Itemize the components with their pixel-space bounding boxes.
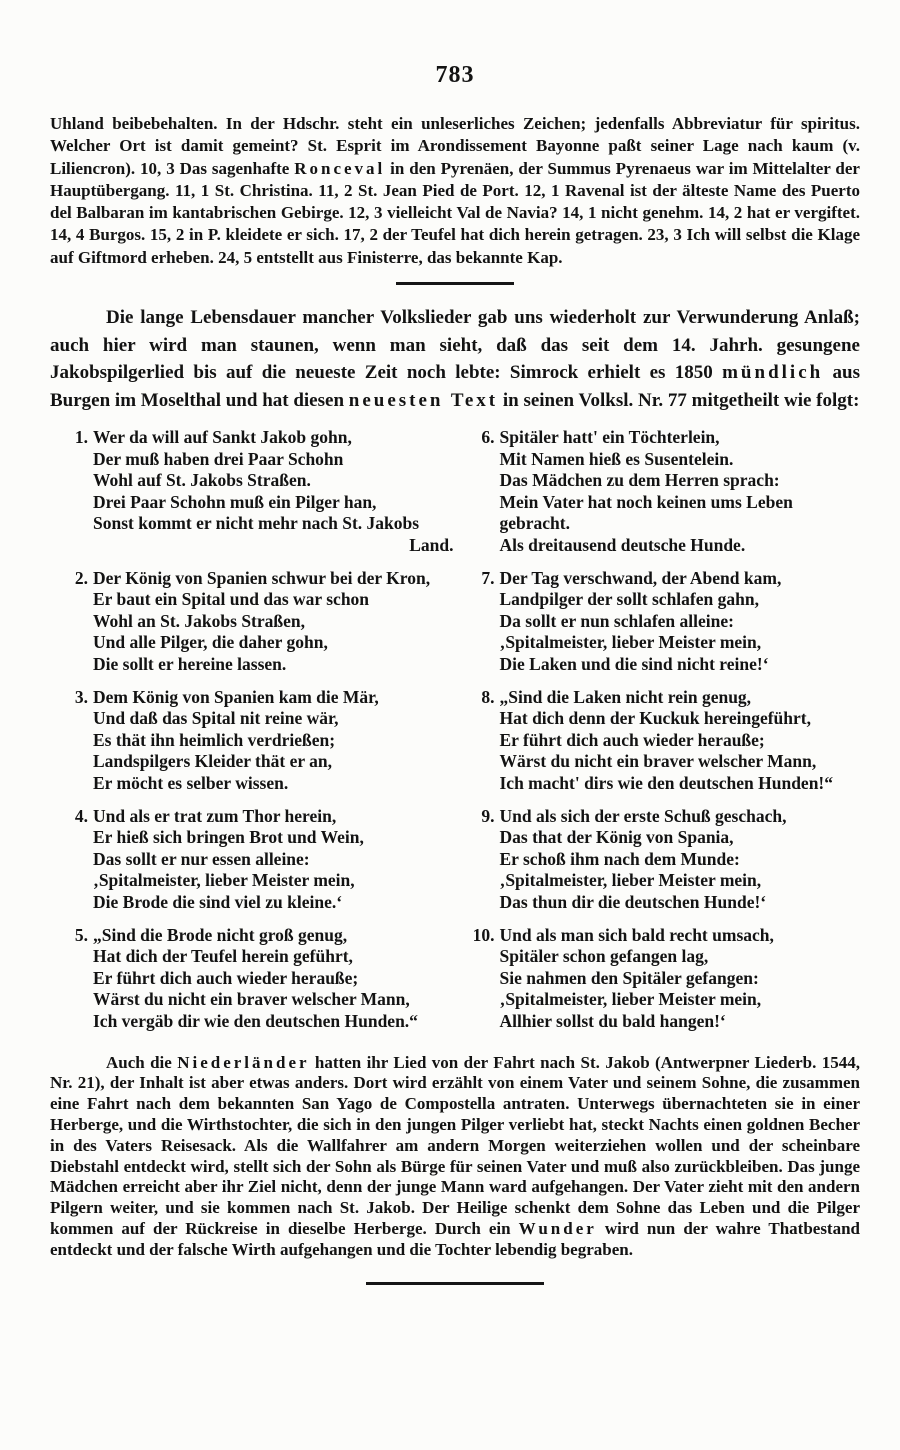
page-number: 783 xyxy=(435,62,475,88)
text-segment: wird nun der wahre Thatbestand entdeckt und der falsche Wirth aufgehangen und die Tochter lebendig begraben. xyxy=(50,1218,861,1259)
verse-line: Land. xyxy=(409,535,454,556)
text-segment: Summus Pyrenaeus xyxy=(547,158,691,178)
verse-line: Spitäler schon gefangen lag, xyxy=(499,946,709,967)
verse-column-right xyxy=(470,427,861,1043)
text-segment: Niederländer xyxy=(177,1052,310,1072)
verse xyxy=(63,427,454,557)
verse-line: Sonst kommt er nicht mehr nach St. Jakobs xyxy=(93,513,420,534)
text-segment: das bekannte Kap. xyxy=(422,247,563,267)
verse-line: Und daß das Spital nit reine wär, xyxy=(93,708,339,729)
text-segment: Die lange Lebensdauer mancher Volkslieder gab uns wiederholt zur Verwunderung Anlaß; auch hier wird man staunen, wenn man sieht, daß das seit dem 14. Jahrh. gesungene Jakobspilgerlied bis auf die neueste Zeit noch lebte: Simrock erhielt es 1850 xyxy=(50,307,860,384)
song-verses xyxy=(50,427,860,1043)
text-segment: Ravenal xyxy=(564,180,625,200)
intro-paragraph xyxy=(50,304,860,414)
verse-line: Und als sich der erste Schuß geschach, xyxy=(499,805,787,826)
text-segment: Finisterre, xyxy=(347,247,423,267)
verse-line: ‚Spitalmeister, lieber Meister mein, xyxy=(499,989,762,1010)
verse-line: Das thun dir die deutschen Hunde!‘ xyxy=(499,891,767,912)
verse-line: Wohl auf St. Jakobs Straßen. xyxy=(93,470,311,491)
verse-number: 8. xyxy=(481,686,495,707)
verse-lines xyxy=(500,925,861,1033)
verse-number: 3. xyxy=(74,686,88,707)
text-segment: im Arondissement Bayonne paßt seiner Lage nach kaum (v. Liliencron). 10, 3 Das sagenhafte xyxy=(50,136,860,178)
verse-line: Allhier sollst du bald hangen!‘ xyxy=(499,1010,726,1031)
verse-line: Er führt dich auch wieder herauße; xyxy=(499,729,765,750)
verse-number: 6. xyxy=(481,427,495,448)
verse-line: Hat dich der Teufel herein geführt, xyxy=(93,946,353,967)
text-segment: Auch die xyxy=(106,1052,178,1072)
verse-number: 4. xyxy=(74,805,88,826)
verse-line: Wärst du nicht ein braver welscher Mann, xyxy=(93,989,410,1010)
verse-line: Der König von Spanien schwur bei der Kron, xyxy=(93,567,431,588)
text-segment: in den Pyrenäen, der xyxy=(385,158,548,178)
verse-number: 10. xyxy=(472,924,495,945)
text-segment: St. Jean Pied de Port. xyxy=(358,180,519,200)
verse-number: 9. xyxy=(481,805,495,826)
verse-line: Sie nahmen den Spitäler gefangen: xyxy=(499,967,759,988)
verse-line: Dem König von Spanien kam die Mär, xyxy=(93,686,379,707)
closing-paragraph xyxy=(50,1053,860,1261)
verse-line: Landspilgers Kleider thät er an, xyxy=(93,751,333,772)
verse-line: Wer da will auf Sankt Jakob gohn, xyxy=(93,427,352,448)
verse-line: Und als er trat zum Thor herein, xyxy=(93,805,337,826)
text-segment: mündlich xyxy=(722,362,824,384)
verse-lines xyxy=(500,427,861,557)
verse-number: 1. xyxy=(74,427,88,448)
verse-line: Die Laken und die sind nicht reine!‘ xyxy=(499,654,769,675)
text-segment: ist der älteste Name des xyxy=(624,180,811,200)
text-segment: in seinen Volksl. Nr. 77 mitgetheilt wie folgt: xyxy=(498,389,860,411)
verse-lines xyxy=(93,568,454,676)
verse-line: Hat dich denn der Kuckuk hereingeführt, xyxy=(499,708,811,729)
verse-lines xyxy=(500,687,861,795)
verse-line: Die sollt er hereine lassen. xyxy=(93,654,287,675)
verse-line: Ich vergäb dir wie den deutschen Hunden.“ xyxy=(93,1010,418,1031)
verse xyxy=(63,806,454,914)
verse-line: Der Tag verschwand, der Abend kam, xyxy=(499,567,782,588)
verse-line: Er baut ein Spital und das war schon xyxy=(93,589,370,610)
text-segment: war im Mittelalter der Hauptübergang. 11, 1 xyxy=(50,158,860,200)
verse xyxy=(470,806,861,914)
text-segment: aus Burgen im Moselthal und hat diesen xyxy=(50,362,860,411)
text-segment: Wunder xyxy=(518,1218,597,1238)
text-segment: 14, 1 nicht genehm. 14, 2 hat er vergiftet. 14, 4 xyxy=(50,203,860,245)
verse-line: Er schoß ihm nach dem Munde: xyxy=(499,848,740,869)
verse xyxy=(470,925,861,1033)
verse-line: Mein Vater hat noch keinen ums Leben gebracht. xyxy=(499,491,793,534)
verse-lines xyxy=(93,687,454,795)
text-segment: St. Esprit xyxy=(307,136,382,156)
verse-line: Und als man sich bald recht umsach, xyxy=(499,924,774,945)
section-divider-bottom xyxy=(366,1282,544,1285)
text-segment: Val de Navia? xyxy=(456,203,558,223)
verse-line: Spitäler hatt' ein Töchterlein, xyxy=(499,427,720,448)
verse-line: „Sind die Laken nicht rein genug, xyxy=(499,686,752,707)
verse-lines xyxy=(500,806,861,914)
verse-number: 5. xyxy=(74,924,88,945)
verse-lines xyxy=(93,806,454,914)
text-segment: Uhland beibebehalten. In der Hdschr. steht ein unleserliches Zeichen; jedenfalls Abbreviatur für spiritus. Welcher Ort ist damit gemeint? xyxy=(50,114,860,156)
verse xyxy=(63,925,454,1033)
text-segment: Puerto del Balbaran xyxy=(50,180,861,223)
verse-line: Ich macht' dirs wie den deutschen Hunden!“ xyxy=(499,772,834,793)
verse-line: Und alle Pilger, die daher gohn, xyxy=(93,632,328,653)
verse xyxy=(63,568,454,676)
verse-line: Mit Namen hieß es Susentelein. xyxy=(499,448,734,469)
verse-line: ‚Spitalmeister, lieber Meister mein, xyxy=(499,632,762,653)
text-segment: 12, 1 xyxy=(518,180,565,200)
verse xyxy=(63,687,454,795)
text-segment: Burgos. xyxy=(89,225,146,245)
verse-line: Drei Paar Schohn muß ein Pilger han, xyxy=(93,491,377,512)
verse-line: Als dreitausend deutsche Hunde. xyxy=(499,535,746,556)
verse xyxy=(470,568,861,676)
verse-column-left xyxy=(63,427,454,1043)
annotation-notes-paragraph xyxy=(50,113,860,269)
verse-line: „Sind die Brode nicht groß genug, xyxy=(93,924,348,945)
verse-line: Wohl an St. Jakobs Straßen, xyxy=(93,610,306,631)
verse-line: Er führt dich auch wieder herauße; xyxy=(93,967,359,988)
verse-number: 7. xyxy=(481,567,495,588)
verse-line: Die Brode die sind viel zu kleine.‘ xyxy=(93,891,343,912)
verse-line: Das that der König von Spania, xyxy=(499,827,734,848)
verse-line: Der muß haben drei Paar Schohn xyxy=(93,448,344,469)
verse-line: Da sollt er nun schlafen alleine: xyxy=(499,610,734,631)
verse-line: ‚Spitalmeister, lieber Meister mein, xyxy=(499,870,762,891)
verse-line: Das sollt er nur essen alleine: xyxy=(93,848,310,869)
text-segment: Ronceval xyxy=(294,158,386,178)
verse-lines xyxy=(500,568,861,676)
text-segment: neuesten Text xyxy=(348,389,499,411)
verse xyxy=(470,427,861,557)
verse-lines xyxy=(93,427,454,557)
verse-line: Es thät ihn heimlich verdrießen; xyxy=(93,729,336,750)
text-segment: 11, 2 xyxy=(312,180,359,200)
verse xyxy=(470,687,861,795)
verse-line: Er hieß sich bringen Brot und Wein, xyxy=(93,827,364,848)
text-segment: im kantabrischen Gebirge. 12, 3 vielleicht xyxy=(144,203,457,223)
verse-line: Er möcht es selber wissen. xyxy=(93,772,289,793)
text-segment: St. Christina. xyxy=(214,180,313,200)
verse-line: Das Mädchen zu dem Herren sprach: xyxy=(499,470,780,491)
verse-lines xyxy=(93,925,454,1033)
verse-line: Wärst du nicht ein braver welscher Mann, xyxy=(499,751,817,772)
verse-line: Landpilger der sollt schlafen gahn, xyxy=(499,589,759,610)
section-divider-top xyxy=(396,282,514,285)
verse-line: ‚Spitalmeister, lieber Meister mein, xyxy=(93,870,355,891)
verse-number: 2. xyxy=(74,567,88,588)
text-segment: hatten ihr Lied von der Fahrt nach St. Jakob (Antwerpner Liederb. 1544, Nr. 21), der Inhalt ist aber etwas anders. Dort wird erzählt von einem Vater und seinem Sohne, die zusammen eine Fahrt nach dem bekannten San Yago de Compostella antraten. Unterwegs übernachteten sie in einer Herberge, und die Wirthstochter, die sich in den jungen Pilger verliebt hat, steckt Nachts einen goldnen Becher in des Vaters Reisesack. Als die Wallfahrer am andern Morgen weiterziehen wollen und der scheinbare Diebstahl entdeckt wird, stellt sich der Sohn als Bürge für seinen Vater und muß also zurückbleiben. Das junge Mädchen erreicht aber ihr Ziel nicht, denn der junge Mann ward aufgehangen. Der Vater zieht mit den andern Pilgern weiter, und sie kommen nach St. Jakob. Der Heilige schenkt dem Sohne das Leben und die Pilger kommen auf der Rückreise in dieselbe Herberge. Durch ein xyxy=(50,1052,860,1238)
text-segment: 15, 2 in P. kleidete er sich. 17, 2 der Teufel hat dich herein getragen. 23, 3 Ich will selbst die Klage auf Giftmord erheben. 24, 5 entstellt aus xyxy=(50,225,860,267)
